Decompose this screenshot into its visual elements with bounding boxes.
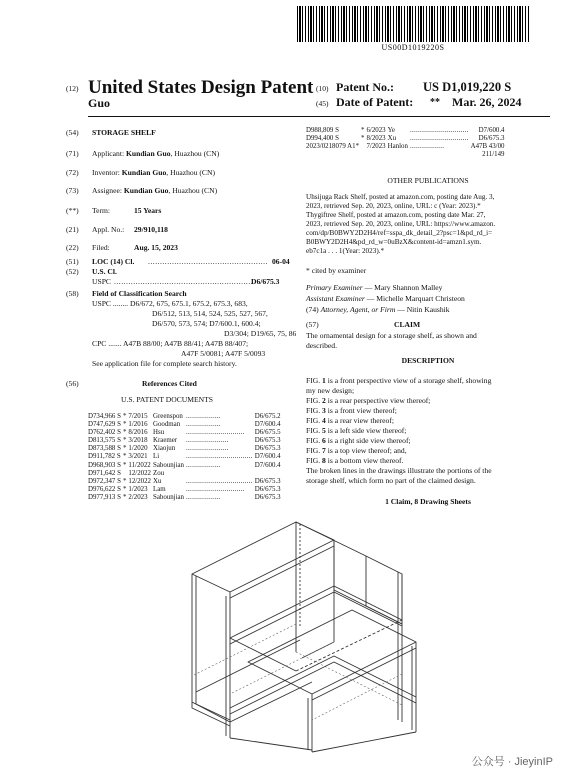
citation-class: D6/675.3 bbox=[254, 485, 281, 493]
citation-row bbox=[88, 470, 283, 478]
desc-line: FIG. 1 is a front perspective view of a storage shelf, showing bbox=[306, 376, 492, 385]
citation-row bbox=[306, 151, 507, 159]
field-58-tag: (58) bbox=[66, 289, 79, 298]
us-cl-label: U.S. Cl. bbox=[92, 267, 117, 276]
citation-number: D911,782 S bbox=[88, 453, 121, 461]
assignee-location: , Huazhou (CN) bbox=[168, 186, 218, 195]
citation-number: D976,622 S bbox=[88, 485, 121, 493]
desc-line: FIG. 8 is a bottom view thereof. bbox=[306, 456, 404, 465]
desc-line: FIG. 2 is a rear perspective view thereof; bbox=[306, 396, 431, 405]
citation-name bbox=[388, 151, 410, 159]
uspc-dots: .......................................................... bbox=[114, 277, 254, 286]
uspc-value: D6/675.3 bbox=[251, 277, 280, 286]
date-stars: ** bbox=[430, 97, 440, 108]
citation-date: 1/2023 bbox=[128, 485, 148, 493]
citation-row bbox=[306, 135, 507, 143]
patent-number: US D1,019,220 S bbox=[423, 80, 512, 94]
citation-dots: ................. bbox=[186, 413, 221, 420]
citation-name: Li bbox=[152, 453, 160, 461]
citation-star: * bbox=[122, 461, 127, 469]
primary-examiner-name: — Mary Shannon Malley bbox=[362, 283, 443, 292]
citation-number: D988,809 S bbox=[306, 127, 339, 134]
citation-dots: ................................. bbox=[186, 477, 253, 485]
citation-name: Lam bbox=[152, 485, 166, 493]
patent-date: Mar. 26, 2024 bbox=[452, 95, 522, 109]
citation-date: 12/2022 bbox=[128, 477, 151, 485]
storage-shelf-drawing bbox=[176, 512, 436, 752]
citation-class: D6/675.5 bbox=[254, 429, 281, 437]
desc-line: FIG. 4 is a rear view thereof; bbox=[306, 416, 394, 425]
citation-number: D971,642 S bbox=[88, 469, 121, 477]
field-51-tag: (51) bbox=[66, 257, 79, 266]
citation-class: D7/600.4 bbox=[478, 127, 505, 134]
citation-date: 12/2022 bbox=[128, 469, 151, 477]
citation-row bbox=[88, 421, 283, 429]
citation-dots: ..................... bbox=[186, 437, 229, 445]
citations-table-right bbox=[306, 127, 507, 159]
citation-date: 6/2023 bbox=[366, 127, 386, 134]
citation-row bbox=[88, 413, 283, 421]
citation-row bbox=[88, 462, 283, 470]
field-search-line: D6/512, 513, 514, 524, 525, 527, 567, bbox=[152, 309, 268, 318]
filed-label: Filed: bbox=[92, 243, 110, 252]
pub-line: 2023, retrieved Sep. 20, 2023, online, URL: https://www.amazon. bbox=[306, 220, 496, 228]
primary-examiner bbox=[306, 283, 442, 293]
filed-value: Aug. 15, 2023 bbox=[134, 243, 178, 252]
citation-dots: ................. bbox=[186, 461, 221, 469]
citation-row bbox=[88, 486, 283, 494]
pub-line: B0BWY2D2H4&pd_rd_w=0uBzX&content-id=amzn1.sym. bbox=[306, 238, 482, 246]
citation-star: * bbox=[122, 485, 127, 493]
tag-12: (12) bbox=[66, 84, 79, 93]
citation-dots: ............................. bbox=[409, 127, 469, 134]
field-57-tag: (57) bbox=[306, 320, 319, 329]
citation-date: 2/2023 bbox=[128, 493, 148, 501]
inventor-row bbox=[92, 168, 215, 178]
attorney-name: — Nitin Kaushik bbox=[395, 305, 450, 314]
citation-name: Ye bbox=[387, 127, 395, 134]
claims-sheets: 1 Claim, 8 Drawing Sheets bbox=[385, 497, 471, 506]
citation-class: D6/675.3 bbox=[254, 437, 281, 445]
field-54-tag: (54) bbox=[66, 128, 79, 137]
inventor-label: Inventor: bbox=[92, 168, 120, 177]
pub-line: Uhsijuga Rack Shelf, posted at amazon.com, posting date Aug. 3, bbox=[306, 193, 495, 201]
term-value: 15 Years bbox=[134, 206, 162, 215]
citation-name: Xiaojun bbox=[152, 445, 176, 453]
citation-dots: ................................. bbox=[186, 453, 253, 461]
citation-name: Hsu bbox=[152, 429, 165, 437]
citations-table-left bbox=[88, 413, 283, 502]
citation-dots: ............................. bbox=[186, 485, 245, 493]
citation-number: 2023/0218079 A1* bbox=[306, 143, 360, 151]
header-rule bbox=[88, 116, 550, 117]
field-term-tag: (**) bbox=[66, 206, 79, 215]
citation-row bbox=[88, 437, 283, 445]
citation-name: Greenspon bbox=[152, 413, 183, 420]
citation-star: * bbox=[361, 135, 365, 143]
other-publications-title: OTHER PUBLICATIONS bbox=[387, 176, 469, 185]
field-22-tag: (22) bbox=[66, 243, 79, 252]
citation-class: D6/675.3 bbox=[254, 477, 281, 485]
assistant-examiner-name: — Michelle Marquart Christeon bbox=[364, 294, 465, 303]
citation-row bbox=[306, 143, 507, 151]
citation-row bbox=[88, 494, 283, 502]
field-74-tag: (74) bbox=[306, 305, 319, 314]
us-patent-docs-title: U.S. PATENT DOCUMENTS bbox=[121, 395, 213, 404]
citation-name: Xu bbox=[387, 135, 397, 143]
claim-title: CLAIM bbox=[394, 320, 421, 329]
loc-class-label: LOC (14) Cl. bbox=[92, 257, 135, 266]
assignee-row bbox=[92, 186, 217, 196]
citation-name: Hanlon bbox=[387, 143, 408, 151]
citation-class bbox=[255, 470, 283, 478]
field-73-tag: (73) bbox=[66, 186, 79, 195]
term-label: Term: bbox=[92, 206, 111, 215]
field-21-tag: (21) bbox=[66, 225, 79, 234]
desc-line: FIG. 7 is a top view thereof; and, bbox=[306, 446, 407, 455]
desc-line: FIG. 3 is a front view thereof; bbox=[306, 406, 397, 415]
citation-class: D6/675.3 bbox=[478, 135, 505, 143]
broken-lines-note: storage shelf, which form no part of the claimed design. bbox=[306, 476, 476, 485]
citation-number: D762,402 S bbox=[88, 429, 121, 437]
desc-line: FIG. 5 is a left side view thereof; bbox=[306, 426, 407, 435]
citation-number: D977,913 S bbox=[88, 493, 121, 501]
citation-dots: ................. bbox=[186, 493, 221, 501]
citation-row bbox=[88, 429, 283, 437]
citation-dots: ..................... bbox=[186, 445, 229, 453]
citation-date: 11/2022 bbox=[128, 461, 151, 469]
citation-dots: ................. bbox=[409, 143, 445, 151]
citation-row bbox=[88, 478, 283, 486]
citation-star: * bbox=[122, 453, 127, 461]
broken-lines-note: The broken lines in the drawings illustrate the portions of the bbox=[306, 466, 492, 475]
citation-row bbox=[88, 445, 283, 453]
citation-star: * bbox=[122, 477, 127, 485]
citation-date: 3/2018 bbox=[128, 437, 148, 445]
citation-star: * bbox=[122, 421, 127, 429]
citation-star: * bbox=[361, 127, 365, 134]
citation-star: * bbox=[122, 413, 127, 420]
citation-class: 211/149 bbox=[482, 151, 505, 159]
patent-no-label: Patent No.: bbox=[336, 80, 394, 94]
field-search-line: D6/570, 573, 574; D7/600.1, 600.4; bbox=[152, 319, 261, 328]
citation-name: Sabounjian bbox=[152, 493, 184, 501]
citation-date: 1/2020 bbox=[128, 445, 148, 453]
applicant-location: , Huazhou (CN) bbox=[170, 149, 220, 158]
field-72-tag: (72) bbox=[66, 168, 79, 177]
pub-line: Thygiftree Shelf, posted at amazon.com, posting date Mar. 27, bbox=[306, 211, 486, 219]
citation-number: D968,903 S bbox=[88, 461, 121, 469]
citation-date: 7/2015 bbox=[128, 413, 148, 420]
citation-date: 7/2023 bbox=[366, 143, 386, 151]
citation-dots: ............................. bbox=[409, 135, 469, 143]
citation-name: Zou bbox=[152, 469, 165, 477]
assignee-name: Kundian Guo bbox=[123, 186, 169, 195]
patent-barcode bbox=[297, 6, 529, 42]
citation-name: Sabounjian bbox=[152, 461, 184, 469]
citation-date: 8/2023 bbox=[366, 135, 386, 143]
field-search-line: A47F 5/0081; A47F 5/0093 bbox=[181, 349, 266, 358]
assignee-label: Assignee: bbox=[92, 186, 122, 195]
citation-star: * bbox=[122, 493, 127, 501]
watermark-label: 公众号 · JieyinIP bbox=[471, 756, 553, 768]
field-71-tag: (71) bbox=[66, 149, 79, 158]
citation-date: 8/2016 bbox=[128, 429, 148, 437]
citation-dots bbox=[410, 151, 471, 159]
field-search-note: See application file for complete search history. bbox=[92, 359, 237, 368]
tag-10: (10) bbox=[316, 84, 329, 93]
loc-class-value: 06-04 bbox=[272, 257, 290, 266]
field-search-line: CPC ....... A47B 88/00; A47B 88/41; A47B 88/407; bbox=[92, 339, 249, 348]
field-search-label: Field of Classification Search bbox=[92, 289, 187, 298]
desc-line: FIG. 6 is a right side view thereof; bbox=[306, 436, 411, 445]
citation-star: * bbox=[122, 429, 127, 437]
applicant-name: Kundian Guo bbox=[125, 149, 171, 158]
assistant-examiner-label: Assistant Examiner bbox=[306, 294, 365, 303]
inventor-surname: Guo bbox=[88, 96, 111, 110]
citation-number: D747,629 S bbox=[88, 421, 121, 429]
citation-date bbox=[366, 151, 387, 159]
date-label: Date of Patent: bbox=[336, 95, 414, 109]
assistant-examiner bbox=[306, 294, 465, 304]
citation-star: * bbox=[122, 445, 127, 453]
loc-class-dots: .................................................. bbox=[148, 257, 268, 266]
pub-line: 2023, retrieved Sep. 20, 2023, online, URL: c (Year: 2023).* bbox=[306, 202, 481, 210]
citation-dots: ................. bbox=[186, 421, 221, 429]
citation-number: D813,575 S bbox=[88, 437, 121, 445]
appl-no-label: Appl. No.: bbox=[92, 225, 125, 234]
other-publications-text bbox=[306, 193, 552, 256]
citation-number: D873,588 S bbox=[88, 445, 121, 453]
uspc-label: USPC bbox=[92, 277, 111, 286]
design-title: STORAGE SHELF bbox=[92, 128, 156, 137]
citation-class: D6/675.2 bbox=[254, 413, 281, 420]
pub-line: eb7c1a . . . 1(Year: 2023).* bbox=[306, 247, 385, 255]
primary-examiner-label: Primary Examiner bbox=[306, 283, 363, 292]
references-cited-title: References Cited bbox=[142, 379, 197, 388]
tag-45: (45) bbox=[316, 99, 329, 108]
patent-type-title: United States Design Patent bbox=[88, 77, 314, 98]
applicant-row bbox=[92, 149, 219, 159]
citation-class: D6/675.3 bbox=[254, 445, 281, 453]
cited-by-examiner: * cited by examiner bbox=[306, 266, 367, 275]
citation-dots: ............................. bbox=[186, 429, 245, 437]
appl-no-value: 29/910,118 bbox=[134, 225, 168, 234]
barcode-number: US00D1019220S bbox=[381, 43, 445, 52]
citation-name: Goodman bbox=[152, 421, 181, 429]
citation-name: Kraemer bbox=[152, 437, 178, 445]
citation-class: D7/600.4 bbox=[254, 461, 281, 469]
description-lines bbox=[306, 376, 554, 486]
field-search-line: USPC ........ D6/672, 675, 675.1, 675.2, 675.3, 683, bbox=[92, 299, 248, 308]
citation-row bbox=[306, 127, 507, 135]
inventor-location: , Huazhou (CN) bbox=[166, 168, 216, 177]
citation-class: D7/600.4 bbox=[254, 421, 281, 429]
citation-number: D994,400 S bbox=[306, 135, 339, 143]
attorney-label: Attorney, Agent, or Firm bbox=[320, 305, 396, 314]
field-search-line: D3/304; D19/65, 75, 86 bbox=[224, 329, 297, 338]
citation-date: 3/2021 bbox=[128, 453, 148, 461]
citation-date: 1/2016 bbox=[128, 421, 148, 429]
citation-class: D7/600.4 bbox=[254, 453, 281, 461]
field-56-tag: (56) bbox=[66, 379, 79, 388]
desc-line: my new design; bbox=[306, 386, 355, 395]
citation-name: Xu bbox=[152, 477, 162, 485]
applicant-label: Applicant: bbox=[92, 149, 125, 158]
citation-class: A47B 43/00 bbox=[470, 143, 505, 151]
citation-row bbox=[88, 453, 283, 461]
citation-star: * bbox=[122, 437, 127, 445]
citation-number: D972,347 S bbox=[88, 477, 121, 485]
field-52-tag: (52) bbox=[66, 267, 79, 276]
attorney-row bbox=[306, 305, 450, 315]
citation-number: D734,966 S bbox=[88, 413, 121, 420]
citation-dots bbox=[186, 470, 255, 478]
citation-number bbox=[306, 151, 361, 159]
citation-class: D6/675.3 bbox=[254, 493, 281, 501]
claim-text: described. bbox=[306, 341, 337, 350]
inventor-name: Kundian Guo bbox=[121, 168, 167, 177]
description-title: DESCRIPTION bbox=[401, 356, 455, 365]
claim-text: The ornamental design for a storage shelf, as shown and bbox=[306, 331, 477, 340]
pub-line: com/dp/B0BWY2D2H4/ref=sspa_dk_detail_2?psc=1&pd_rd_i= bbox=[306, 229, 493, 237]
